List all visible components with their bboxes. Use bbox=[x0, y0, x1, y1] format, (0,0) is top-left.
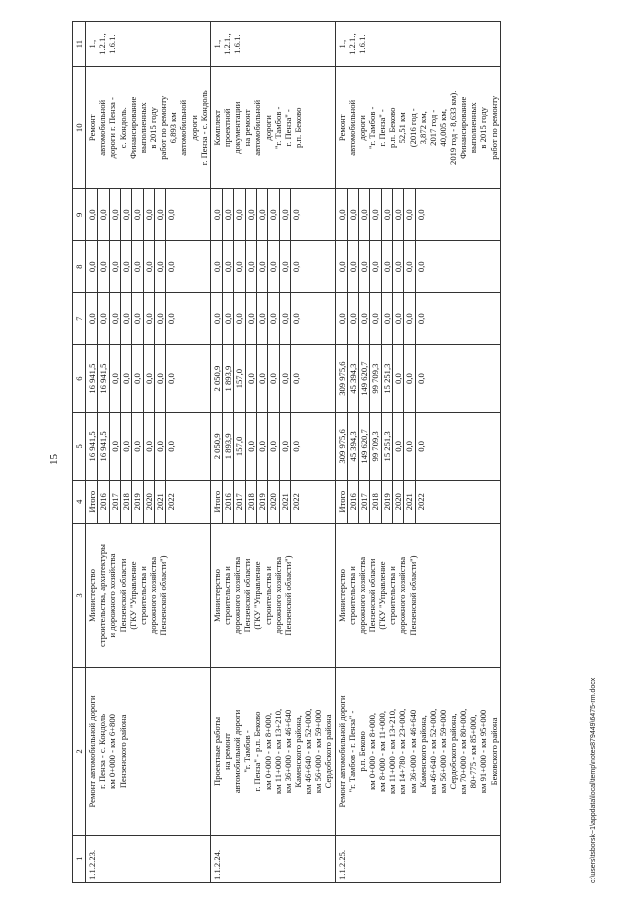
federal-budget-cell: 0,0 bbox=[87, 293, 98, 344]
year-cell: 2021 bbox=[404, 481, 415, 523]
year-cell-column bbox=[210, 480, 335, 523]
expected-result-line: р.п. Беково bbox=[292, 107, 303, 149]
other-source-cell: 0,0 bbox=[132, 189, 143, 240]
federal-budget-cell: 0,0 bbox=[257, 293, 268, 344]
regional-budget-cell: 1 893,9 bbox=[223, 345, 234, 412]
other-source-cell: 0,0 bbox=[246, 189, 257, 240]
executor-line: строительства и bbox=[262, 566, 273, 625]
regional-budget-cell: 309 975,6 bbox=[337, 345, 348, 412]
indicator-ref bbox=[210, 22, 335, 67]
measure-name-line: км 0+000 - км 6+800 bbox=[107, 714, 118, 789]
year-cell-column bbox=[335, 480, 500, 523]
measure-name-line: км 0+000 - км 8+000, bbox=[366, 712, 377, 790]
executor-line: дорожного хозяйства bbox=[232, 556, 243, 635]
other-source-cell: 0,0 bbox=[212, 189, 223, 240]
regional-budget-cell: 0,0 bbox=[155, 345, 166, 412]
regional-budget-cell: 0,0 bbox=[110, 345, 121, 412]
executor-line: Пензенской области") bbox=[158, 555, 169, 636]
other-source-cell: 0,0 bbox=[348, 189, 359, 240]
local-budget-cell: 0,0 bbox=[246, 241, 257, 292]
executor-line: (ГКУ "Управление bbox=[377, 561, 388, 630]
total-cell: 0,0 bbox=[290, 441, 301, 452]
regional-budget-cell: 157,0 bbox=[234, 345, 245, 412]
regional-budget-cell: 45 394,3 bbox=[348, 345, 359, 412]
expected-result-line: 40,005 км, bbox=[437, 109, 448, 147]
other-source-cell: 0,0 bbox=[223, 189, 234, 240]
measure-name-line: г. Пенза" - р.п. Бековo bbox=[252, 711, 263, 792]
federal-budget-cell: 0,0 bbox=[234, 293, 245, 344]
indicator-ref-line: 1.6.1. bbox=[232, 34, 243, 54]
regional-budget-cell: 0,0 bbox=[166, 373, 177, 384]
other-source-cell: 0,0 bbox=[268, 189, 279, 240]
other-source-cell: 0,0 bbox=[393, 189, 404, 240]
regional-budget-cell: 16 941,5 bbox=[98, 345, 109, 412]
other-source-cell: 0,0 bbox=[144, 189, 155, 240]
measure-name-line: автомобильной дороги bbox=[232, 709, 243, 794]
year-cell: 2017 bbox=[110, 481, 121, 523]
regional-budget-cell: 0,0 bbox=[268, 345, 279, 412]
indicator-ref-line: 1., bbox=[336, 39, 347, 49]
header-row bbox=[73, 22, 86, 883]
expected-result-line: р.п. Беково bbox=[387, 107, 398, 149]
total-cell: 309 975,6 bbox=[337, 413, 348, 480]
expected-result-line: в 2015 году bbox=[478, 107, 489, 149]
executor-line: (ГКУ "Управление bbox=[252, 561, 263, 630]
total-cell: 0,0 bbox=[257, 413, 268, 480]
expected-result-line: автомобильной bbox=[178, 99, 189, 156]
federal-budget-cell-column bbox=[335, 293, 500, 345]
expected-result-line: Финансирование bbox=[127, 96, 138, 159]
regional-budget-cell: 2 050,9 bbox=[212, 345, 223, 412]
measure-name-line: Проектные работы bbox=[211, 716, 222, 786]
indicator-ref-line: 1.2.1., bbox=[97, 33, 108, 55]
expected-result-line: 6,893 км bbox=[168, 112, 179, 144]
measure-name-line: г. Пенза - с. Кондоль bbox=[97, 713, 108, 789]
measure-name-line: км 0+000 - км 8+000, bbox=[262, 712, 273, 790]
executor-line: Пензенской области bbox=[366, 558, 377, 633]
regional-budget-cell: 149 620,7 bbox=[359, 345, 370, 412]
regional-budget-cell: 0,0 bbox=[144, 345, 155, 412]
other-source-cell-column bbox=[210, 189, 335, 241]
expected-result-line: г. Пенза - с. Кондоль bbox=[198, 90, 209, 166]
measure-name-line: км 11+000 - км 13+210, bbox=[272, 708, 283, 795]
other-source-cell: 0,0 bbox=[370, 189, 381, 240]
federal-budget-cell: 0,0 bbox=[348, 293, 359, 344]
total-cell: 16 941,5 bbox=[87, 413, 98, 480]
year-cell: 2022 bbox=[415, 493, 426, 511]
expected-result-line: "г. Тамбов - bbox=[272, 106, 283, 149]
measure-name-line: км 11+000 - км 13+210, bbox=[387, 708, 398, 795]
regional-budget-cell: 99 709,3 bbox=[370, 345, 381, 412]
other-source-cell-column bbox=[335, 189, 500, 241]
local-budget-cell: 0,0 bbox=[121, 241, 132, 292]
header-cell: 1 bbox=[73, 835, 86, 882]
total-cell: 0,0 bbox=[166, 441, 177, 452]
local-budget-cell-column bbox=[335, 241, 500, 293]
federal-budget-cell-column bbox=[86, 293, 211, 345]
local-budget-cell: 0,0 bbox=[212, 241, 223, 292]
expected-result-line: г. Пенза" - bbox=[377, 109, 388, 147]
total-cell: 0,0 bbox=[132, 413, 143, 480]
expected-result-line: дороги bbox=[188, 115, 199, 141]
measure-name-line: км 36+000 - км 46+640 bbox=[407, 709, 418, 794]
page-number: 15 bbox=[48, 454, 60, 465]
executor-line: строительства и bbox=[221, 566, 232, 625]
year-cell: Итого bbox=[87, 481, 98, 523]
total-cell: 157,0 bbox=[234, 413, 245, 480]
local-budget-cell: 0,0 bbox=[280, 241, 291, 292]
row-number: 1.1.2.23. bbox=[86, 835, 211, 882]
indicator-ref-line: 1., bbox=[211, 39, 222, 49]
total-cell: 0,0 bbox=[393, 413, 404, 480]
local-budget-cell-column bbox=[210, 241, 335, 293]
measure-name-line: км 14+780 - км 23+000, bbox=[397, 708, 408, 795]
federal-budget-cell: 0,0 bbox=[155, 293, 166, 344]
measure-name-line: Бековского района bbox=[488, 717, 499, 786]
federal-budget-cell: 0,0 bbox=[223, 293, 234, 344]
expected-result-line: автомобильной bbox=[346, 99, 357, 156]
table-row bbox=[86, 22, 211, 883]
total-cell: 99 709,3 bbox=[370, 413, 381, 480]
indicator-ref-line: 1.6.1. bbox=[356, 34, 367, 54]
expected-result-line: работ по ремонту bbox=[158, 95, 169, 160]
local-budget-cell: 0,0 bbox=[268, 241, 279, 292]
total-cell-column bbox=[335, 413, 500, 481]
measure-name-line: Сердобского района, bbox=[448, 713, 459, 790]
expected-result-line: дороги bbox=[262, 115, 273, 141]
measure-name-line: км 46+640 - км 52+000, bbox=[303, 708, 314, 795]
local-budget-cell: 0,0 bbox=[404, 241, 415, 292]
regional-budget-cell: 0,0 bbox=[415, 373, 426, 384]
year-cell: 2019 bbox=[132, 481, 143, 523]
indicator-ref-line: 1.2.1., bbox=[346, 33, 357, 55]
measure-name-line: Каменского района, bbox=[292, 715, 303, 788]
table-row bbox=[210, 22, 335, 883]
federal-budget-cell: 0,0 bbox=[121, 293, 132, 344]
header-cell: 9 bbox=[73, 189, 86, 241]
federal-budget-cell: 0,0 bbox=[280, 293, 291, 344]
expected-result-line: автомобильной bbox=[252, 99, 263, 156]
expected-result-line: Комплект bbox=[211, 110, 222, 146]
measure-name-line: р.п. Беково bbox=[356, 731, 367, 772]
other-source-cell: 0,0 bbox=[337, 189, 348, 240]
measure-name-line: "г. Тамбов - г. Пенза" - bbox=[346, 710, 357, 793]
measure-name-line: на ремонт bbox=[221, 733, 232, 770]
expected-result-line: дороги г. Пенза - bbox=[107, 97, 118, 159]
total-cell: 0,0 bbox=[246, 413, 257, 480]
row-number: 1.1.2.25. bbox=[335, 835, 500, 882]
executor-line: строительства и bbox=[346, 566, 357, 625]
year-cell: 2020 bbox=[144, 481, 155, 523]
year-cell: 2016 bbox=[348, 481, 359, 523]
regional-budget-cell: 0,0 bbox=[290, 373, 301, 384]
local-budget-cell: 0,0 bbox=[87, 241, 98, 292]
executor-line: строительства, архитектуры bbox=[97, 544, 108, 647]
year-cell: 2022 bbox=[166, 493, 177, 511]
expected-result-line: (2016 год - bbox=[407, 108, 418, 148]
expected-result-line: на ремонт bbox=[242, 109, 253, 147]
measure-name-line: км 56+000 - км 59+000 bbox=[313, 709, 324, 794]
other-source-cell: 0,0 bbox=[87, 189, 98, 240]
measure-name-line: 80+775 - км 85+000, bbox=[468, 714, 479, 789]
year-cell: 2021 bbox=[155, 481, 166, 523]
header-cell: 3 bbox=[73, 523, 86, 668]
other-source-cell: 0,0 bbox=[155, 189, 166, 240]
federal-budget-cell: 0,0 bbox=[359, 293, 370, 344]
expected-result-line: 3,872 км, bbox=[417, 111, 428, 145]
year-cell: 2021 bbox=[280, 481, 291, 523]
year-cell: Итого bbox=[212, 481, 223, 523]
federal-budget-cell: 0,0 bbox=[404, 293, 415, 344]
local-budget-cell: 0,0 bbox=[348, 241, 359, 292]
regional-budget-cell: 0,0 bbox=[246, 345, 257, 412]
header-cell: 5 bbox=[73, 413, 86, 481]
regional-budget-cell-column bbox=[335, 345, 500, 413]
header-cell: 4 bbox=[73, 480, 86, 523]
measure-name-line: км 91+000 - км 95+000 bbox=[478, 709, 489, 794]
measure-name-line: км 46+640 - км 52+000, bbox=[427, 708, 438, 795]
total-cell: 1 893,9 bbox=[223, 413, 234, 480]
expected-result-line: Ремонт bbox=[336, 114, 347, 142]
total-cell: 0,0 bbox=[404, 413, 415, 480]
measure-name-line: Пензенского района bbox=[117, 714, 128, 789]
year-cell: 2019 bbox=[257, 481, 268, 523]
executor-line: (ГКУ "Управление bbox=[127, 561, 138, 630]
executor bbox=[335, 523, 500, 668]
local-budget-cell: 0,0 bbox=[144, 241, 155, 292]
measure-name-line: км 56+000 - км 59+000 bbox=[437, 709, 448, 794]
expected-result-line: проектной bbox=[221, 108, 232, 148]
total-cell: 0,0 bbox=[155, 413, 166, 480]
year-cell: 2020 bbox=[393, 481, 404, 523]
federal-budget-cell: 0,0 bbox=[393, 293, 404, 344]
regional-budget-cell-column bbox=[86, 345, 211, 413]
expected-result-line: документации bbox=[232, 101, 243, 154]
other-source-cell: 0,0 bbox=[404, 189, 415, 240]
measure-name bbox=[86, 668, 211, 835]
federal-budget-cell: 0,0 bbox=[290, 313, 301, 325]
federal-budget-cell: 0,0 bbox=[110, 293, 121, 344]
regional-budget-cell: 0,0 bbox=[393, 345, 404, 412]
expected-result-line: выполненных bbox=[468, 102, 479, 154]
header-cell: 11 bbox=[73, 22, 86, 67]
regional-budget-cell: 16 941,5 bbox=[87, 345, 98, 412]
regional-budget-cell: 0,0 bbox=[404, 345, 415, 412]
expected-result-line: с. Кондоль. bbox=[117, 107, 128, 149]
other-source-cell: 0,0 bbox=[290, 209, 301, 221]
other-source-cell: 0,0 bbox=[359, 189, 370, 240]
federal-budget-cell: 0,0 bbox=[246, 293, 257, 344]
total-cell: 15 251,3 bbox=[382, 413, 393, 480]
executor-line: Пензенской области bbox=[242, 558, 253, 633]
federal-budget-cell-column bbox=[210, 293, 335, 345]
local-budget-cell: 0,0 bbox=[155, 241, 166, 292]
local-budget-cell: 0,0 bbox=[370, 241, 381, 292]
expected-result bbox=[86, 67, 211, 189]
expected-result-line: выполненных bbox=[137, 102, 148, 154]
federal-budget-cell: 0,0 bbox=[132, 293, 143, 344]
year-cell: 2022 bbox=[290, 493, 301, 511]
total-cell: 0,0 bbox=[280, 413, 291, 480]
measure-name-line: Ремонт автомобильной дороги bbox=[336, 695, 347, 808]
local-budget-cell: 0,0 bbox=[223, 241, 234, 292]
year-cell: 2017 bbox=[359, 481, 370, 523]
local-budget-cell: 0,0 bbox=[290, 261, 301, 273]
year-cell: 2018 bbox=[121, 481, 132, 523]
expected-result-line: работ по ремонту bbox=[488, 95, 499, 160]
executor bbox=[210, 523, 335, 668]
year-cell: 2020 bbox=[268, 481, 279, 523]
year-cell: Итого bbox=[337, 481, 348, 523]
executor-line: Министерство bbox=[87, 569, 98, 623]
measure-name-line: Каменского района, bbox=[417, 715, 428, 788]
program-table bbox=[72, 21, 501, 883]
total-cell: 0,0 bbox=[110, 413, 121, 480]
local-budget-cell: 0,0 bbox=[257, 241, 268, 292]
local-budget-cell: 0,0 bbox=[110, 241, 121, 292]
other-source-cell: 0,0 bbox=[121, 189, 132, 240]
indicator-ref-line: 1., bbox=[87, 39, 98, 49]
expected-result-line: 2019 год - 8,633 км). bbox=[448, 90, 459, 165]
executor-line: дорожного хозяйства bbox=[147, 556, 158, 635]
header-cell: 10 bbox=[73, 67, 86, 189]
executor-line: дорожного хозяйства bbox=[397, 556, 408, 635]
year-cell: 2018 bbox=[246, 481, 257, 523]
local-budget-cell: 0,0 bbox=[337, 241, 348, 292]
executor-line: Пензенской области bbox=[117, 558, 128, 633]
local-budget-cell: 0,0 bbox=[415, 261, 426, 273]
local-budget-cell: 0,0 bbox=[132, 241, 143, 292]
other-source-cell: 0,0 bbox=[166, 209, 177, 221]
local-budget-cell-column bbox=[86, 241, 211, 293]
regional-budget-cell: 0,0 bbox=[121, 345, 132, 412]
federal-budget-cell: 0,0 bbox=[268, 293, 279, 344]
expected-result-line: в 2015 году bbox=[147, 107, 158, 149]
local-budget-cell: 0,0 bbox=[98, 241, 109, 292]
other-source-cell: 0,0 bbox=[110, 189, 121, 240]
indicator-ref bbox=[86, 22, 211, 67]
expected-result-line: дороги bbox=[356, 115, 367, 141]
federal-budget-cell: 0,0 bbox=[337, 293, 348, 344]
expected-result bbox=[210, 67, 335, 189]
total-cell: 0,0 bbox=[144, 413, 155, 480]
expected-result-line: Ремонт bbox=[87, 114, 98, 142]
executor bbox=[86, 523, 211, 668]
measure-name-line: Ремонт автомобильной дороги bbox=[87, 695, 98, 808]
federal-budget-cell: 0,0 bbox=[382, 293, 393, 344]
other-source-cell: 0,0 bbox=[257, 189, 268, 240]
executor-line: дорожного хозяйства bbox=[272, 556, 283, 635]
other-source-cell: 0,0 bbox=[98, 189, 109, 240]
other-source-cell-column bbox=[86, 189, 211, 241]
expected-result bbox=[335, 67, 500, 189]
table-row bbox=[335, 22, 500, 883]
total-cell-column bbox=[86, 413, 211, 481]
file-path: c:\users\tsborsk~1\appdata\local\temp\notes879449\6475-rm.docx bbox=[590, 677, 597, 883]
total-cell: 0,0 bbox=[415, 441, 426, 452]
total-cell: 16 941,5 bbox=[98, 413, 109, 480]
year-cell: 2018 bbox=[370, 481, 381, 523]
expected-result-line: автомобильной bbox=[97, 99, 108, 156]
measure-name bbox=[335, 668, 500, 835]
federal-budget-cell: 0,0 bbox=[144, 293, 155, 344]
header-cell: 6 bbox=[73, 345, 86, 413]
header-cell: 7 bbox=[73, 293, 86, 345]
other-source-cell: 0,0 bbox=[280, 189, 291, 240]
local-budget-cell: 0,0 bbox=[166, 261, 177, 273]
row-number: 1.1.2.24. bbox=[210, 835, 335, 882]
federal-budget-cell: 0,0 bbox=[212, 293, 223, 344]
indicator-ref bbox=[335, 22, 500, 67]
header-cell: 2 bbox=[73, 668, 86, 835]
measure-name-line: км 8+000 - км 11+000, bbox=[377, 711, 388, 792]
total-cell: 0,0 bbox=[121, 413, 132, 480]
expected-result-line: 52,51 км bbox=[397, 112, 408, 144]
other-source-cell: 0,0 bbox=[415, 209, 426, 221]
measure-name-line: км 36+000 - км 46+640 bbox=[282, 709, 293, 794]
expected-result-line: Финансирование bbox=[458, 96, 469, 159]
federal-budget-cell: 0,0 bbox=[370, 293, 381, 344]
header-cell: 8 bbox=[73, 241, 86, 293]
local-budget-cell: 0,0 bbox=[393, 241, 404, 292]
federal-budget-cell: 0,0 bbox=[166, 313, 177, 325]
total-cell: 45 394,3 bbox=[348, 413, 359, 480]
expected-result-line: г. Пенза" - bbox=[282, 109, 293, 147]
executor-line: строительства и bbox=[387, 566, 398, 625]
indicator-ref-line: 1.2.1., bbox=[221, 33, 232, 55]
indicator-ref-line: 1.6.1. bbox=[107, 34, 118, 54]
total-cell: 2 050,9 bbox=[212, 413, 223, 480]
measure-name-line: "г. Тамбов - bbox=[242, 730, 253, 773]
total-cell-column bbox=[210, 413, 335, 481]
local-budget-cell: 0,0 bbox=[382, 241, 393, 292]
regional-budget-cell: 0,0 bbox=[132, 345, 143, 412]
local-budget-cell: 0,0 bbox=[234, 241, 245, 292]
federal-budget-cell: 0,0 bbox=[98, 293, 109, 344]
executor-line: Пензенской области") bbox=[282, 555, 293, 636]
measure-name-line: км 70+000 - км 80+000, bbox=[458, 708, 469, 795]
regional-budget-cell-column bbox=[210, 345, 335, 413]
regional-budget-cell: 15 251,3 bbox=[382, 345, 393, 412]
expected-result-line: 2017 год - bbox=[427, 109, 438, 146]
total-cell: 0,0 bbox=[268, 413, 279, 480]
other-source-cell: 0,0 bbox=[382, 189, 393, 240]
measure-name bbox=[210, 668, 335, 835]
measure-name-line: Сердобского района bbox=[323, 714, 334, 789]
regional-budget-cell: 0,0 bbox=[280, 345, 291, 412]
year-cell: 2017 bbox=[234, 481, 245, 523]
regional-budget-cell: 0,0 bbox=[257, 345, 268, 412]
year-cell: 2016 bbox=[223, 481, 234, 523]
local-budget-cell: 0,0 bbox=[359, 241, 370, 292]
other-source-cell: 0,0 bbox=[234, 189, 245, 240]
executor-line: дорожного хозяйства bbox=[356, 556, 367, 635]
executor-line: Пензенской области") bbox=[407, 555, 418, 636]
executor-line: и дорожного хозяйства bbox=[107, 553, 118, 638]
executor-line: строительства и bbox=[137, 566, 148, 625]
federal-budget-cell: 0,0 bbox=[415, 313, 426, 325]
year-cell: 2019 bbox=[382, 481, 393, 523]
expected-result-line: "г. Тамбов - bbox=[366, 106, 377, 149]
year-cell: 2016 bbox=[98, 481, 109, 523]
year-cell-column bbox=[86, 480, 211, 523]
total-cell: 149 620,7 bbox=[359, 413, 370, 480]
executor-line: Министерство bbox=[211, 569, 222, 623]
executor-line: Министерство bbox=[336, 569, 347, 623]
